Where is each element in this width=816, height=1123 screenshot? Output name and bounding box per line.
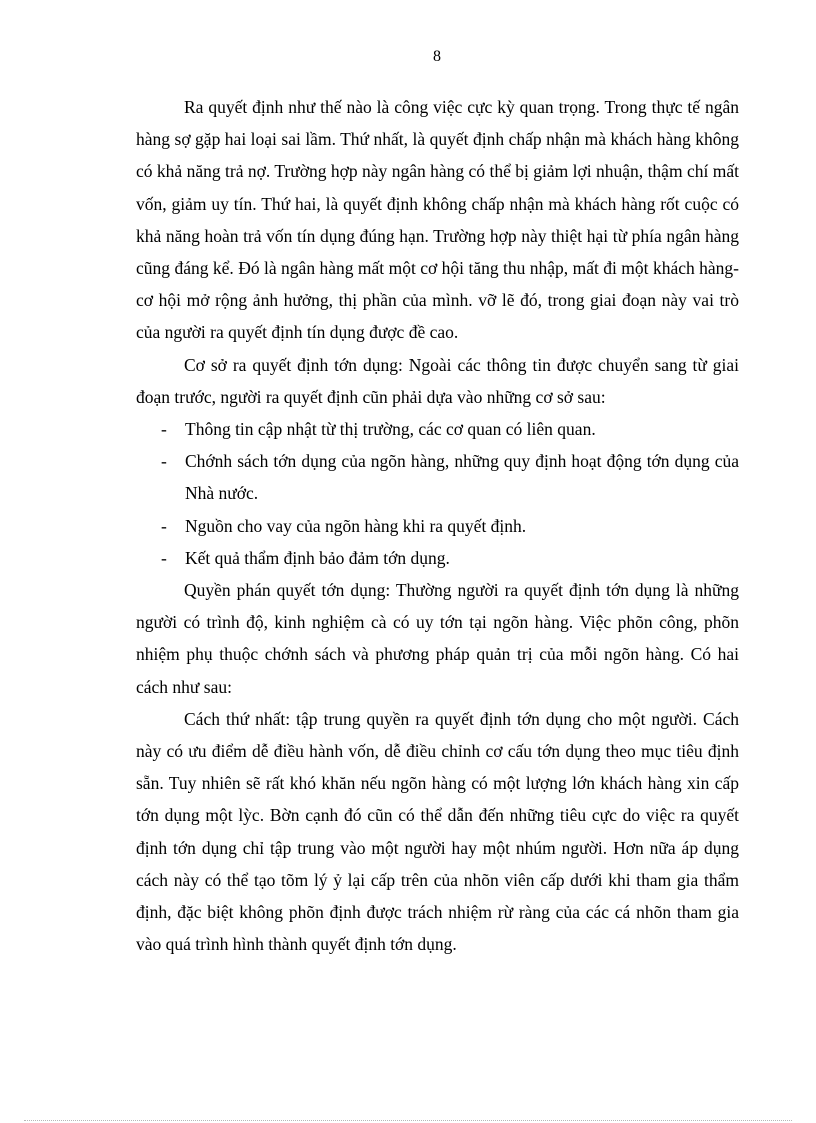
list-item-text: Nguồn cho vay của ngõn hàng khi ra quyết định. — [185, 515, 527, 536]
list-item-text: Thông tin cập nhật từ thị trường, các cơ quan có liên quan. — [185, 419, 596, 440]
list-item — [136, 413, 739, 445]
list-item — [136, 445, 739, 509]
list-item — [136, 542, 739, 574]
paragraph-decision-basis: Cơ sở ra quyết định tớn dụng: Ngoài các thông tin được chuyển sang từ giai đoạn trước, người ra quyết định cũn phải dựa vào những cơ sở sau: — [136, 354, 739, 407]
paragraph-decision-importance: Ra quyết định như thế nào là công việc cực kỳ quan trọng. Trong thực tế ngân hàng sợ gặp hai loại sai lầm. Thứ nhất, là quyết định chấp nhận mà khách hàng không có khả năng trả nợ. Trường hợp này ngân hàng có thể bị giảm lợi nhuận, thậm chí mất vốn, giảm uy tín. Thứ hai, là quyết định không chấp nhận mà khách hàng rốt cuộc có khả năng hoàn trả vốn tín dụng đúng hạn. Trường hợp này thiệt hại từ phía ngân hàng cũng đáng kể. Đó là ngân hàng mất một cơ hội tăng thu nhập, mất đi một khách hàng- cơ hội mở rộng ảnh hưởng, thị phần của mình. vỡ lẽ đó, trong giai đoạn này vai trò của người ra quyết định tín dụng được đề cao. — [136, 97, 739, 343]
bullet-dash: - — [161, 451, 167, 472]
paragraph-first-method: Cách thứ nhất: tập trung quyền ra quyết định tớn dụng cho một người. Cách này có ưu điểm dễ điều hành vốn, dễ điều chỉnh cơ cấu tớn dụng theo mục tiêu định sẵn. Tuy nhiên sẽ rất khó khăn nếu ngõn hàng có một lượng lớn khách hàng xin cấp tớn dụng một lỳc. Bờn cạnh đó cũn có thể dẫn đến những tiêu cực do việc ra quyết định tớn dụng chỉ tập trung vào một người hay một nhúm người. Hơn nữa áp dụng cách này có thể tạo tõm lý ỷ lại cấp trên của nhõn viên cấp dưới khi tham gia thẩm định, đặc biệt không phõn định được trách nhiệm rừ ràng của các cá nhõn tham gia vào quá trình hình thành quyết định tớn dụng. — [136, 708, 739, 955]
list-item-text: Kết quả thẩm định bảo đảm tớn dụng. — [185, 547, 450, 568]
page-bottom-divider — [24, 1120, 792, 1121]
basis-list — [136, 413, 739, 574]
page-body — [136, 91, 739, 960]
list-item-text: Chớnh sách tớn dụng của ngõn hàng, những quy định hoạt động tớn dụng của Nhà nước. — [185, 451, 739, 504]
page-number: 8 — [433, 48, 441, 65]
bullet-dash: - — [161, 419, 167, 440]
bullet-dash: - — [161, 547, 167, 568]
list-item — [136, 510, 739, 542]
paragraph-decision-authority: Quyền phán quyết tớn dụng: Thường người ra quyết định tớn dụng là những người có trình độ, kinh nghiệm cà có uy tớn tại ngõn hàng. Việc phõn công, phõn nhiệm phụ thuộc chớnh sách và phương pháp quản trị của mỗi ngõn hàng. Có hai cách như sau: — [136, 580, 739, 697]
bullet-dash: - — [161, 515, 167, 536]
